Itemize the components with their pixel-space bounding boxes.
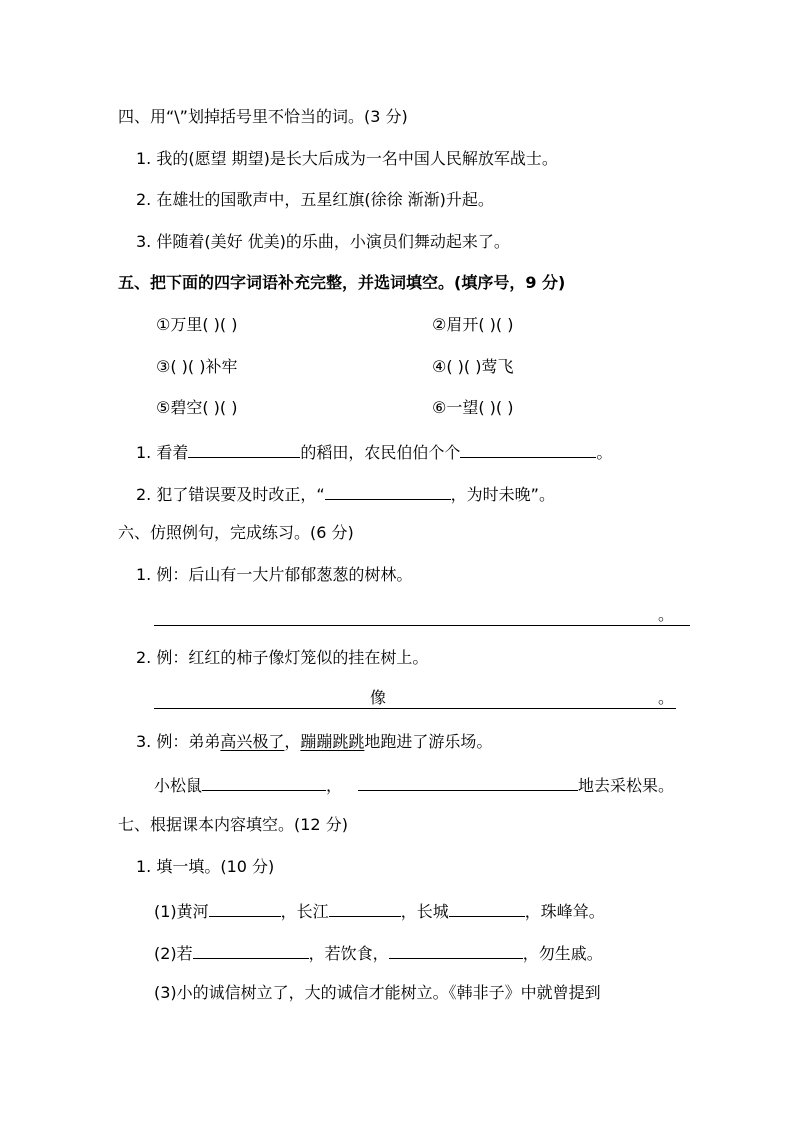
- s5-question-2: [136, 481, 555, 506]
- s4-question-2: 2. 在雄壮的国歌声中，五星红旗(徐徐 渐渐)升起。: [136, 190, 494, 209]
- s6-q3-text-c: 地跑进了游乐场。: [364, 732, 493, 751]
- s6-question-1: 1. 例：后山有一大片郁郁葱葱的树林。: [136, 565, 413, 584]
- answer-blank[interactable]: [389, 940, 523, 959]
- answer-blank[interactable]: [449, 898, 525, 917]
- s5-q1-text-a: 1. 看着: [136, 443, 189, 462]
- s6-q3-text-a: 3. 例：弟弟: [136, 732, 221, 751]
- s6-q3-underlined-1: 高兴极了: [220, 732, 285, 751]
- s7-p1-text-c: ，长城: [400, 902, 449, 921]
- s5-q1-text-c: 。: [596, 443, 613, 462]
- answer-blank[interactable]: [329, 898, 401, 917]
- s7-p1-text-d: ，珠峰耸。: [524, 902, 605, 921]
- s5-q2-text-a: 2. 犯了错误要及时改正，“: [136, 485, 325, 504]
- s7-part-2: [154, 940, 603, 965]
- s5-q2-text-b: ，为时未晚”。: [450, 485, 555, 504]
- s6-q3-line-c: 地去采松果。: [578, 776, 675, 795]
- s7-p2-text-c: ，勿生戚。: [522, 944, 603, 963]
- s6-q2-like: 像: [370, 688, 387, 707]
- s6-question-2: 2. 例：红红的柿子像灯笼似的挂在树上。: [136, 648, 429, 667]
- answer-blank[interactable]: [460, 439, 596, 458]
- answer-blank[interactable]: [202, 772, 326, 791]
- answer-blank[interactable]: [358, 772, 578, 791]
- section-6-title: 六、仿照例句，完成练习。(6 分): [118, 523, 354, 542]
- s7-p1-text-b: ，长江: [280, 902, 329, 921]
- word-item-4: ④( )( )莺飞: [432, 357, 514, 376]
- answer-line[interactable]: [154, 708, 676, 709]
- s6-q3-answer-line: [154, 772, 674, 797]
- word-item-3: ③( )( )补牢: [156, 357, 238, 376]
- s7-question-1: 1. 填一填。(10 分): [136, 857, 275, 876]
- s7-part-1: [154, 898, 605, 923]
- s7-part-3: (3)小的诚信树立了，大的诚信才能树立。《韩非子》中就曾提到: [154, 983, 601, 1002]
- word-item-6: ⑥一望( )( ): [432, 398, 514, 417]
- answer-blank[interactable]: [325, 481, 451, 500]
- word-item-2: ②眉开( )( ): [432, 315, 514, 334]
- word-item-1: ①万里( )( ): [156, 315, 238, 334]
- answer-blank[interactable]: [193, 940, 309, 959]
- s6-q2-period: 。: [658, 688, 675, 707]
- section-4-title: 四、用“\”划掉括号里不恰当的词。(3 分): [118, 107, 408, 126]
- answer-line[interactable]: [154, 625, 690, 626]
- s6-q3-line-a: 小松鼠: [154, 776, 203, 795]
- s6-question-3: [136, 731, 492, 753]
- section-5-title: 五、把下面的四字词语补充完整，并选词填空。(填序号，9 分): [118, 273, 566, 292]
- s6-q3-text-b: ，: [284, 732, 301, 751]
- s7-p2-text-b: ，若饮食，: [308, 944, 389, 963]
- s4-question-3: 3. 伴随着(美好 优美)的乐曲，小演员们舞动起来了。: [136, 232, 510, 251]
- s6-q1-period: 。: [658, 605, 675, 624]
- s4-question-1: 1. 我的(愿望 期望)是长大后成为一名中国人民解放军战士。: [136, 149, 558, 168]
- s5-question-1: [136, 439, 612, 464]
- s7-p1-text-a: (1)黄河: [154, 902, 209, 921]
- s5-q1-text-b: 的稻田，农民伯伯个个: [300, 443, 461, 462]
- word-item-5: ⑤碧空( )( ): [156, 398, 238, 417]
- answer-blank[interactable]: [188, 439, 300, 458]
- s7-p2-text-a: (2)若: [154, 944, 193, 963]
- s6-q3-underlined-2: 蹦蹦跳跳: [300, 732, 365, 751]
- s6-q3-line-b: ，: [326, 776, 343, 795]
- answer-blank[interactable]: [209, 898, 281, 917]
- section-7-title: 七、根据课本内容填空。(12 分): [118, 815, 348, 834]
